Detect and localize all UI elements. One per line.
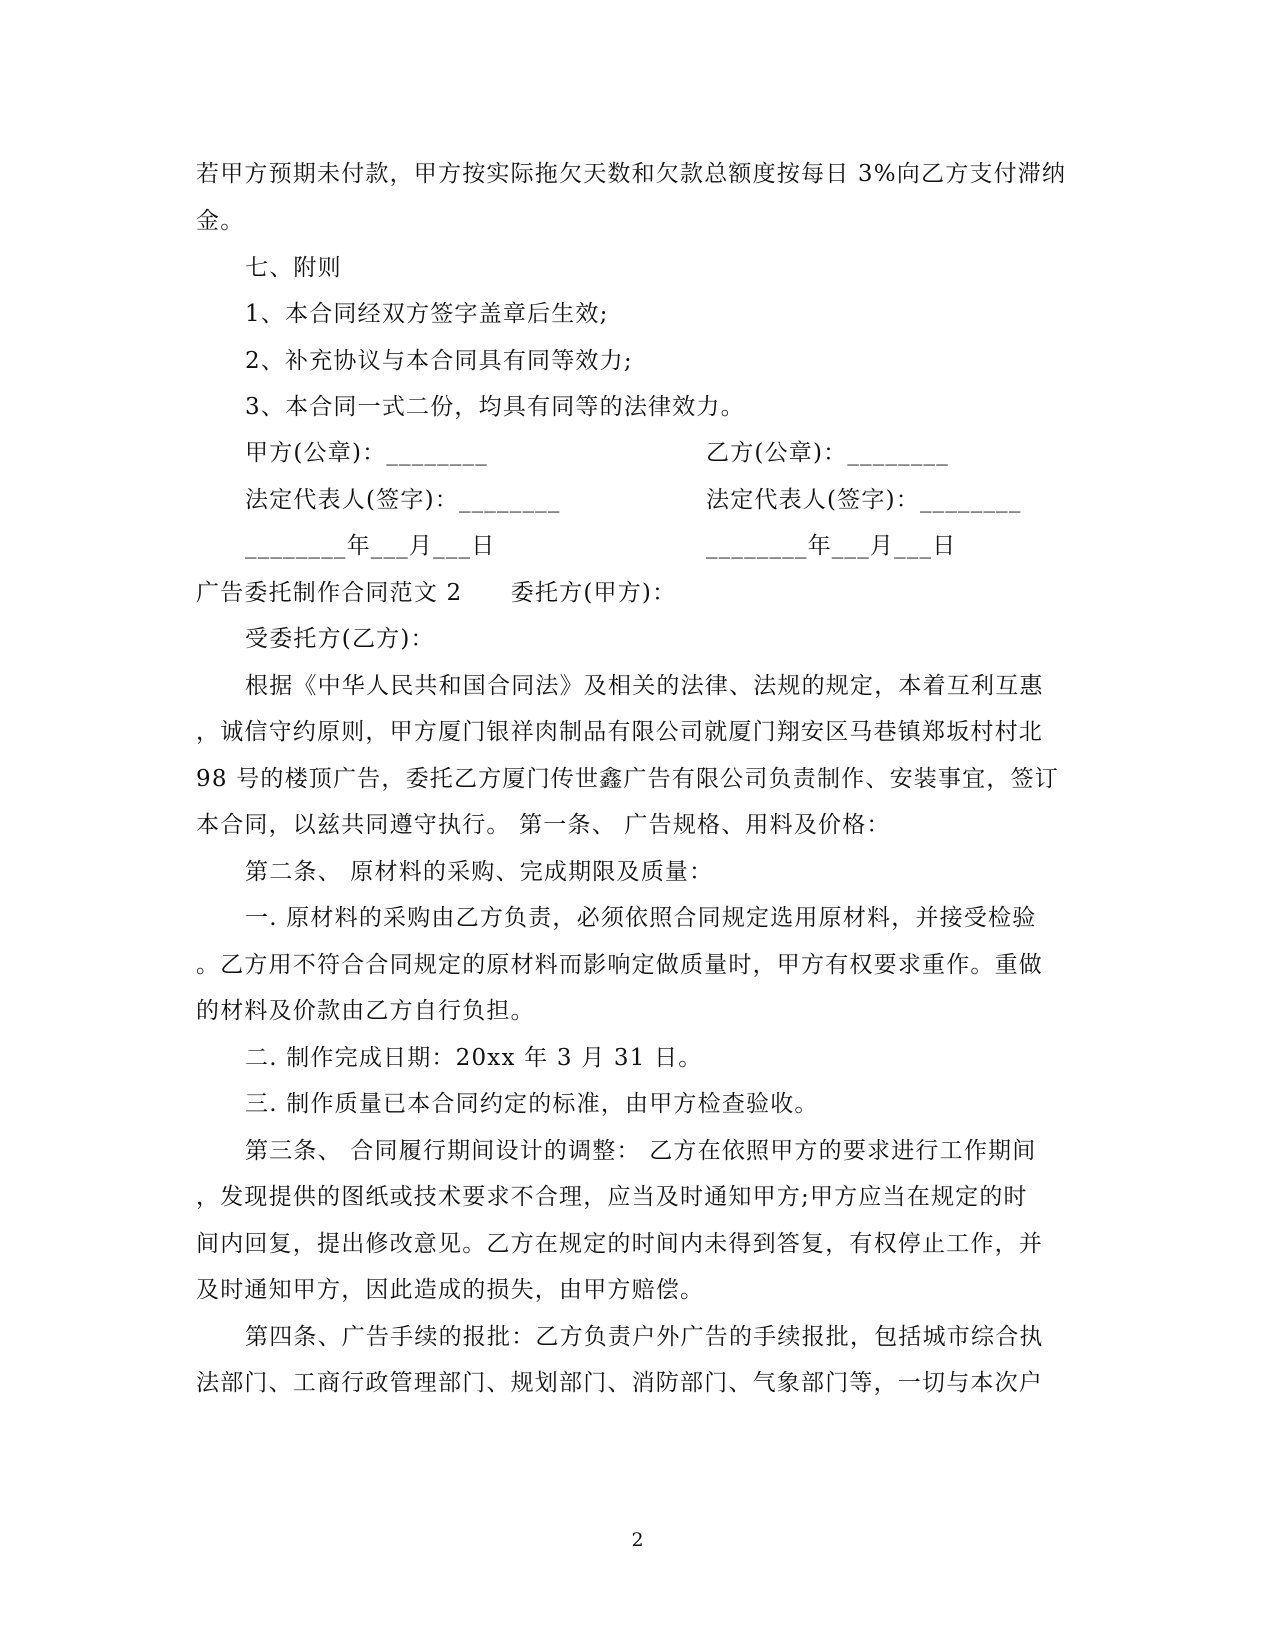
document-title-line: 广告委托制作合同范文 2 委托方(甲方)： [196, 580, 677, 606]
paragraph-line: ，诚信守约原则，甲方厦门银祥肉制品有限公司就厦门翔安区马巷镇郑坂村村北 [196, 719, 1043, 745]
paragraph-line: 。乙方用不符合合同规定的原材料而影响定做质量时，甲方有权要求重作。重做 [196, 952, 1043, 978]
party-b-representative: 法定代表人(签字)：________ [706, 487, 1022, 513]
party-b-seal: 乙方(公章)：________ [706, 440, 949, 466]
party-a-representative: 法定代表人(签字)：________ [245, 487, 561, 513]
paragraph-line: 法部门、工商行政管理部门、规划部门、消防部门、气象部门等，一切与本次户 [196, 1370, 1043, 1396]
paragraph-line: ，发现提供的图纸或技术要求不合理，应当及时通知甲方;甲方应当在规定的时 [196, 1184, 1028, 1210]
list-item: 3、本合同一式二份，均具有同等的法律效力。 [245, 394, 745, 420]
paragraph-line: 第二条、 原材料的采购、完成期限及质量： [245, 859, 714, 885]
party-a-seal: 甲方(公章)：________ [245, 440, 488, 466]
paragraph-line: 第四条、广告手续的报批：乙方负责户外广告的手续报批，包括城市综合执 [245, 1324, 1044, 1350]
paragraph-line: 及时通知甲方，因此造成的损失，由甲方赔偿。 [196, 1277, 705, 1303]
paragraph-line: 间内回复，提出修改意见。乙方在规定的时间内未得到答复，有权停止工作，并 [196, 1231, 1043, 1257]
list-item: 2、补充协议与本合同具有同等效力; [245, 348, 633, 374]
paragraph-line: 的材料及价款由乙方自行负担。 [196, 998, 535, 1024]
paragraph-line: 根据《中华人民共和国合同法》及相关的法律、法规的规定，本着互利互惠 [245, 673, 1044, 699]
paragraph-line: 二. 制作完成日期：20xx 年 3 月 31 日。 [245, 1045, 703, 1071]
party-a-date: ________年___月___日 [245, 533, 496, 559]
paragraph-line: 受委托方(乙方)： [245, 626, 435, 652]
paragraph-line: 若甲方预期未付款，甲方按实际拖欠天数和欠款总额度按每日 3%向乙方支付滞纳 [196, 161, 1067, 187]
party-b-date: ________年___月___日 [706, 533, 957, 559]
paragraph-line: 一. 原材料的采购由乙方负责，必须依照合同规定选用原材料，并接受检验 [245, 905, 1037, 931]
section-heading: 七、附则 [245, 255, 342, 281]
paragraph-line: 本合同，以兹共同遵守执行。 第一条、 广告规格、用料及价格： [196, 812, 891, 838]
list-item: 1、本合同经双方签字盖章后生效; [245, 301, 609, 327]
page-number: 2 [631, 1529, 644, 1551]
paragraph-line: 第三条、 合同履行期间设计的调整： 乙方在依照甲方的要求进行工作期间 [245, 1138, 1037, 1164]
paragraph-line: 98 号的楼顶广告，委托乙方厦门传世鑫广告有限公司负责制作、安装事宜，签订 [196, 766, 1059, 792]
paragraph-line: 三. 制作质量已本合同约定的标准，由甲方检查验收。 [245, 1091, 819, 1117]
paragraph-line: 金。 [196, 208, 245, 234]
